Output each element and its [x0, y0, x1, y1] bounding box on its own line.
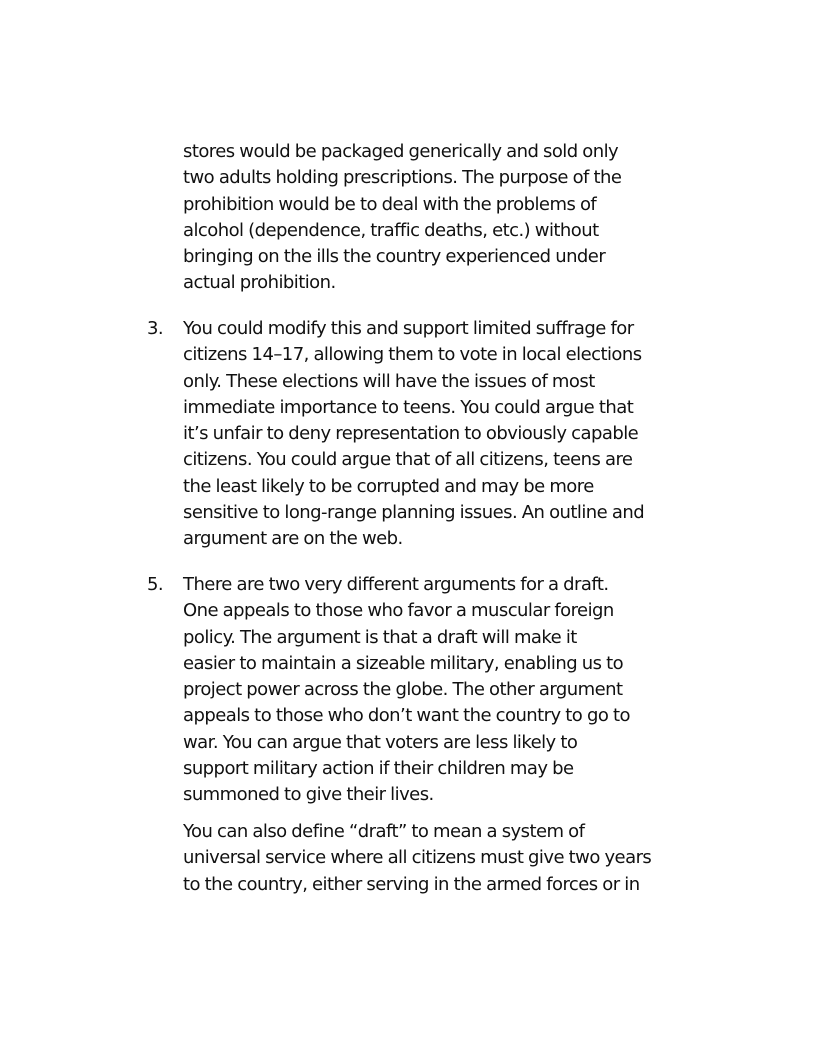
text-line: it’s unfair to deny representation to obviously capable	[183, 423, 639, 445]
text-line: policy. The argument is that a draft will make it	[183, 626, 577, 648]
list-item-5-paragraph	[183, 572, 683, 809]
list-item-number: 5.	[147, 574, 164, 595]
text-line: alcohol (dependence, traffic deaths, etc.) without	[183, 219, 599, 241]
text-line: only. These elections will have the issues of most	[183, 370, 595, 392]
text-line: prohibition would be to deal with the problems of	[183, 193, 597, 215]
list-item-number: 3.	[147, 318, 164, 339]
text-line: easier to maintain a sizeable military, enabling us to	[183, 652, 624, 674]
text-line: stores would be packaged generically and sold only	[183, 141, 619, 162]
text-line: actual prohibition.	[183, 272, 336, 294]
text-line: bringing on the ills the country experienced under	[183, 246, 606, 268]
text-line: You can also define “draft” to mean a system of	[183, 821, 585, 842]
text-line: war. You can argue that voters are less likely to	[183, 731, 578, 753]
text-line: immediate importance to teens. You could argue that	[183, 396, 634, 418]
text-line: citizens. You could argue that of all citizens, teens are	[183, 449, 633, 471]
text-line: the least likely to be corrupted and may be more	[183, 475, 594, 497]
text-line: sensitive to long-range planning issues. An outline and	[183, 502, 645, 524]
text-line: There are two very different arguments for a draft.	[183, 574, 609, 595]
list-item-3-paragraph	[183, 316, 683, 553]
text-line: citizens 14–17, allowing them to vote in local elections	[183, 344, 642, 366]
text-line: You could modify this and support limited suffrage for	[183, 318, 634, 339]
text-line: One appeals to those who favor a muscular foreign	[183, 600, 614, 622]
continued-paragraph	[183, 139, 683, 297]
text-line: support military action if their children may be	[183, 758, 574, 780]
list-item-5-second-paragraph	[183, 819, 683, 898]
text-line: project power across the globe. The other argument	[183, 679, 623, 701]
text-line: summoned to give their lives.	[183, 784, 434, 806]
text-line: universal service where all citizens must give two years	[183, 847, 652, 869]
text-line: two adults holding prescriptions. The purpose of the	[183, 167, 622, 189]
text-line: argument are on the web.	[183, 528, 403, 550]
text-line: appeals to those who don’t want the country to go to	[183, 705, 630, 727]
text-line: to the country, either serving in the armed forces or in	[183, 873, 640, 895]
